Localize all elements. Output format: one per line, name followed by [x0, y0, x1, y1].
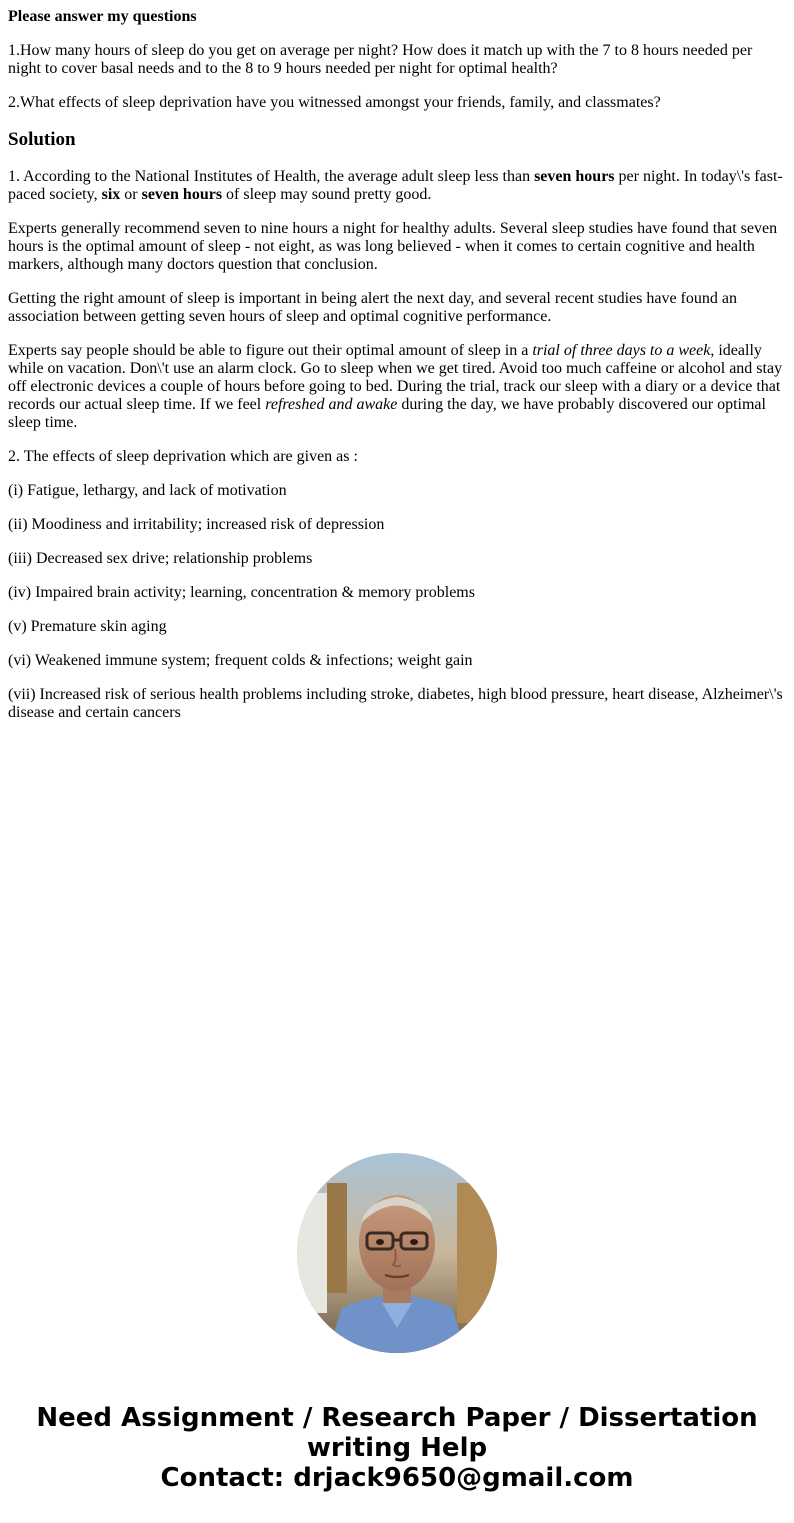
effect-item: (ii) Moodiness and irritability; increased risk of depression [8, 516, 385, 533]
effect-item: (v) Premature skin aging [8, 618, 167, 635]
document-body [8, 8, 786, 738]
effect-item: (vii) Increased risk of serious health problems including stroke, diabetes, high blood pressure, heart disease, Alzheimer\'s disease and certain cancers [8, 686, 783, 721]
effect-item: (iii) Decreased sex drive; relationship problems [8, 550, 313, 567]
solution-heading: Solution [8, 129, 76, 150]
question-1: 1.How many hours of sleep do you get on average per night? How does it match up with the 7 to 8 hours needed per night to cover basal needs and to the 8 to 9 hours needed per night for optimal health? [8, 42, 753, 77]
footer-line-1: Need Assignment / Research Paper / Dissertation [36, 1403, 758, 1433]
solution-paragraph-5: 2. The effects of sleep deprivation which are given as : [8, 448, 358, 465]
footer-contact: Contact: drjack9650@gmail.com [160, 1463, 634, 1493]
solution-paragraph-4: Experts say people should be able to figure out their optimal amount of sleep in a trial of three days to a week, ideally while on vacation. Don\'t use an alarm clock. Go to sleep when we get tired. Avoid too much caffeine or alcohol and stay off electronic devices a couple of hours before going to bed. During the trial, track our sleep with a diary or a device that records our actual sleep time. If we feel refreshed and awake during the day, we have probably discovered our optimal sleep time. [8, 342, 783, 431]
solution-paragraph-3: Getting the right amount of sleep is important in being alert the next day, and several recent studies have found an association between getting seven hours of sleep and optimal cognitive performance. [8, 290, 737, 325]
solution-paragraph-2: Experts generally recommend seven to nine hours a night for healthy adults. Several sleep studies have found that seven hours is the optimal amount of sleep - not eight, as was long believed - when it comes to certain cognitive and health markers, although many doctors question that conclusion. [8, 220, 778, 273]
solution-paragraph-1: 1. According to the National Institutes of Health, the average adult sleep less than seven hours per night. In today\'s fast-paced society, six or seven hours of sleep may sound pretty good. [8, 168, 783, 203]
effect-item: (vi) Weakened immune system; frequent colds & infections; weight gain [8, 652, 473, 669]
question-2: 2.What effects of sleep deprivation have you witnessed amongst your friends, family, and classmates? [8, 94, 661, 111]
question-title: Please answer my questions [8, 8, 197, 25]
effect-item: (iv) Impaired brain activity; learning, concentration & memory problems [8, 584, 475, 601]
effect-item: (i) Fatigue, lethargy, and lack of motivation [8, 482, 287, 499]
author-portrait-image [297, 1153, 497, 1353]
footer-banner [0, 1403, 794, 1493]
footer-line-2: writing Help [306, 1433, 488, 1463]
author-photo [297, 1153, 497, 1353]
